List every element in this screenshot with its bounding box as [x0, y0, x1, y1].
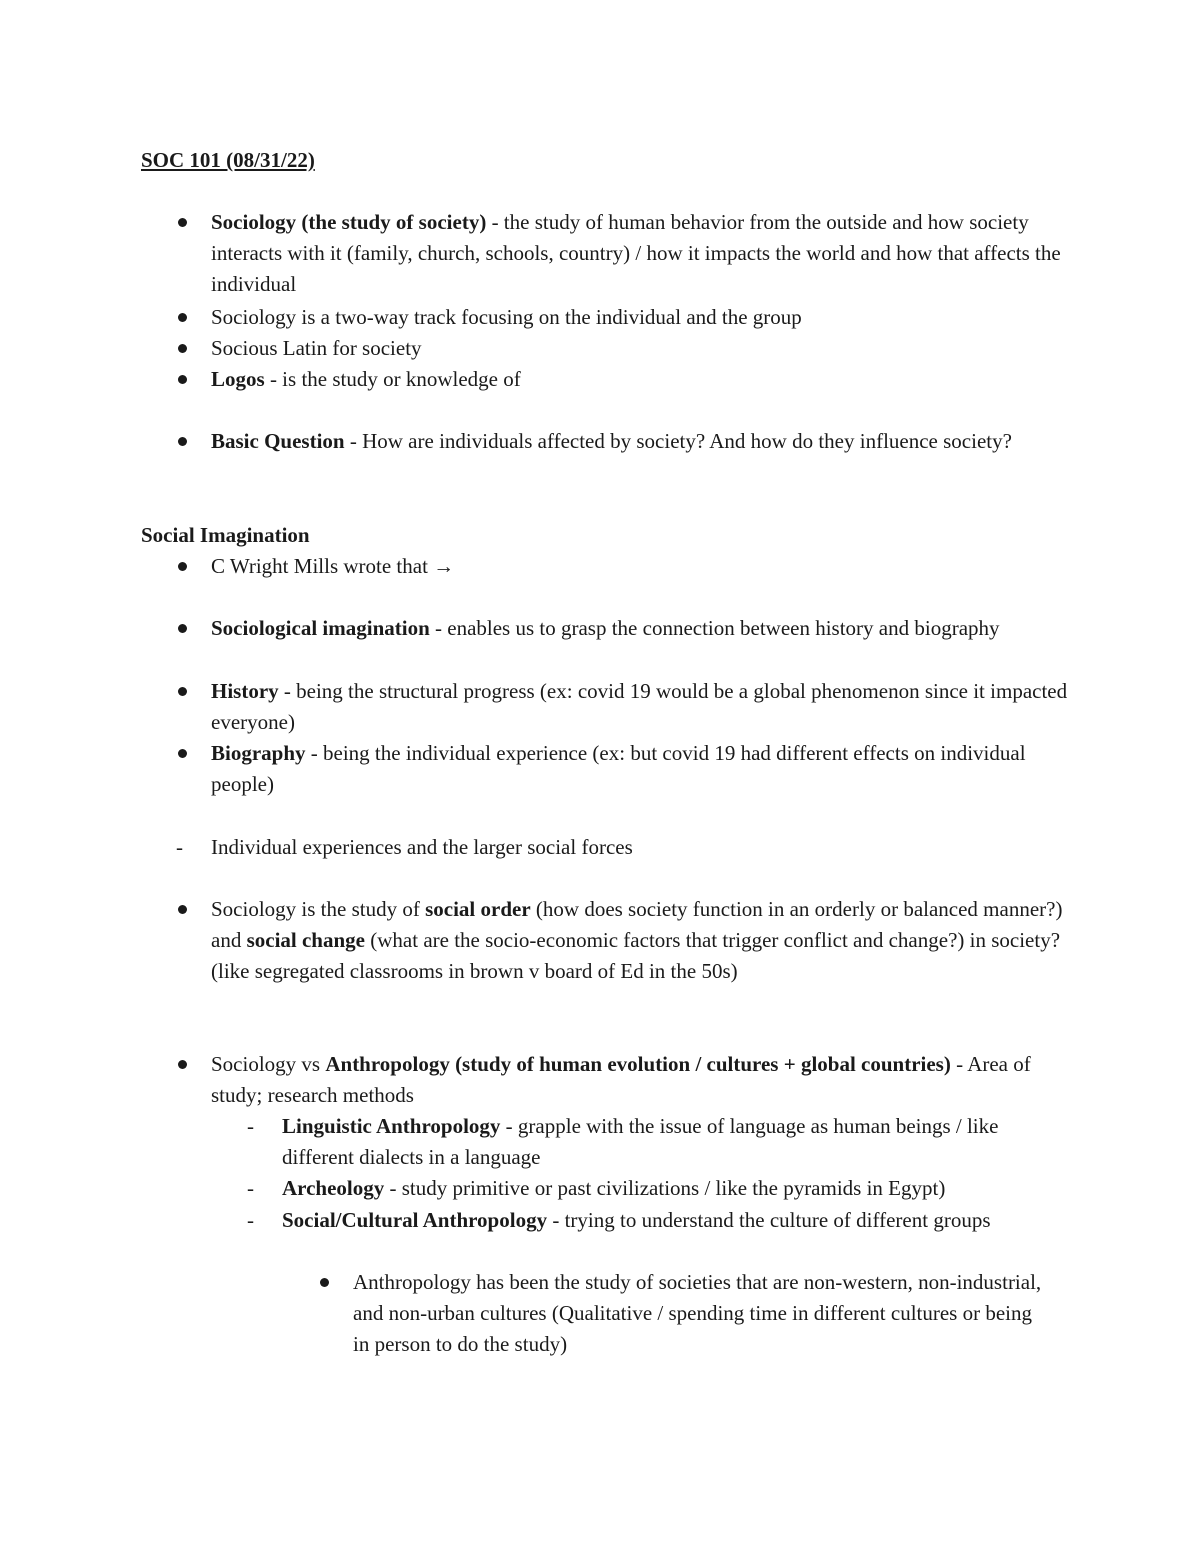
dash-marker: -: [247, 1114, 254, 1138]
bullet-icon: [178, 687, 187, 696]
term-social-order: social order: [425, 897, 531, 921]
bullet-icon: [178, 218, 187, 227]
definition: - being the structural progress (ex: covid 19 would be a global phenomenon since it impacted everyone): [211, 679, 1068, 734]
sub-sub-list-item: [353, 1267, 1053, 1360]
page-title: SOC 101 (08/31/22): [141, 148, 315, 172]
list-item: [211, 613, 1071, 644]
item-text: - Area of study; research methods: [211, 1052, 1031, 1107]
list-item: [211, 364, 1071, 395]
term-anthropology: Anthropology (study of human evolution / cultures + global countries): [325, 1052, 951, 1076]
item-text: Individual experiences and the larger social forces: [211, 835, 633, 859]
term: Sociological imagination: [211, 616, 430, 640]
definition: - grapple with the issue of language as human beings / like different dialects in a language: [282, 1114, 999, 1169]
item-text: (how does society function in an orderly or balanced manner?) and: [211, 897, 1063, 952]
bullet-icon: [178, 749, 187, 758]
dash-marker: -: [247, 1208, 254, 1232]
list-item: [211, 894, 1071, 987]
definition: - being the individual experience (ex: but covid 19 had different effects on individual people): [211, 741, 1026, 796]
term: Logos: [211, 367, 265, 391]
list-item: [211, 333, 1071, 364]
bullet-icon: [320, 1278, 329, 1287]
bullet-icon: [178, 375, 187, 384]
term: Basic Question: [211, 429, 345, 453]
definition: - How are individuals affected by society? And how do they influence society?: [344, 429, 1012, 453]
term: Linguistic Anthropology: [282, 1114, 501, 1138]
item-text: Socious Latin for society: [211, 336, 422, 360]
bullet-icon: [178, 624, 187, 633]
list-item: [211, 551, 1071, 582]
definition: - the study of human behavior from the outside and how society interacts with it (family, church, schools, country) / how it impacts the world and how that affects the individual: [211, 210, 1061, 296]
dash-item: [176, 832, 1071, 863]
definition: - study primitive or past civilizations / like the pyramids in Egypt): [384, 1176, 946, 1200]
dash-marker: -: [247, 1176, 254, 1200]
list-item: [211, 207, 1071, 300]
definition: - trying to understand the culture of different groups: [547, 1208, 991, 1232]
bullet-icon: [178, 562, 187, 571]
term: Social/Cultural Anthropology: [282, 1208, 548, 1232]
section-heading: Social Imagination: [141, 523, 310, 547]
item-text: Anthropology has been the study of societies that are non-western, non-industrial, and non-urban cultures (Qualitative / spending time in different cultures or being in person to do the study): [353, 1270, 1042, 1356]
bullet-icon: [178, 313, 187, 322]
item-text: Sociology vs: [211, 1052, 326, 1076]
term-social-change: social change: [246, 928, 365, 952]
term: Archeology: [282, 1176, 385, 1200]
definition: - enables us to grasp the connection between history and biography: [429, 616, 1000, 640]
term: Sociology (the study of society): [211, 210, 487, 234]
sub-list-item: [247, 1111, 1072, 1173]
item-text: Sociology is a two-way track focusing on the individual and the group: [211, 305, 802, 329]
item-text: C Wright Mills wrote that →: [211, 554, 455, 578]
list-item: [211, 426, 1071, 457]
dash-marker: -: [176, 835, 183, 859]
bullet-icon: [178, 344, 187, 353]
bullet-icon: [178, 1060, 187, 1069]
definition: - is the study or knowledge of: [264, 367, 521, 391]
term: Biography: [211, 741, 306, 765]
item-text: (what are the socio-economic factors that trigger conflict and change?) in society? (like segregated classrooms in brown v board of Ed in the 50s): [211, 928, 1061, 983]
bullet-icon: [178, 905, 187, 914]
list-item: [211, 1049, 1071, 1111]
item-text: Sociology is the study of: [211, 897, 426, 921]
sub-list-item: [247, 1205, 1072, 1236]
sub-list-item: [247, 1173, 1072, 1204]
list-item: [211, 738, 1071, 800]
bullet-icon: [178, 437, 187, 446]
term: History: [211, 679, 279, 703]
list-item: [211, 302, 1071, 333]
list-item: [211, 676, 1071, 738]
